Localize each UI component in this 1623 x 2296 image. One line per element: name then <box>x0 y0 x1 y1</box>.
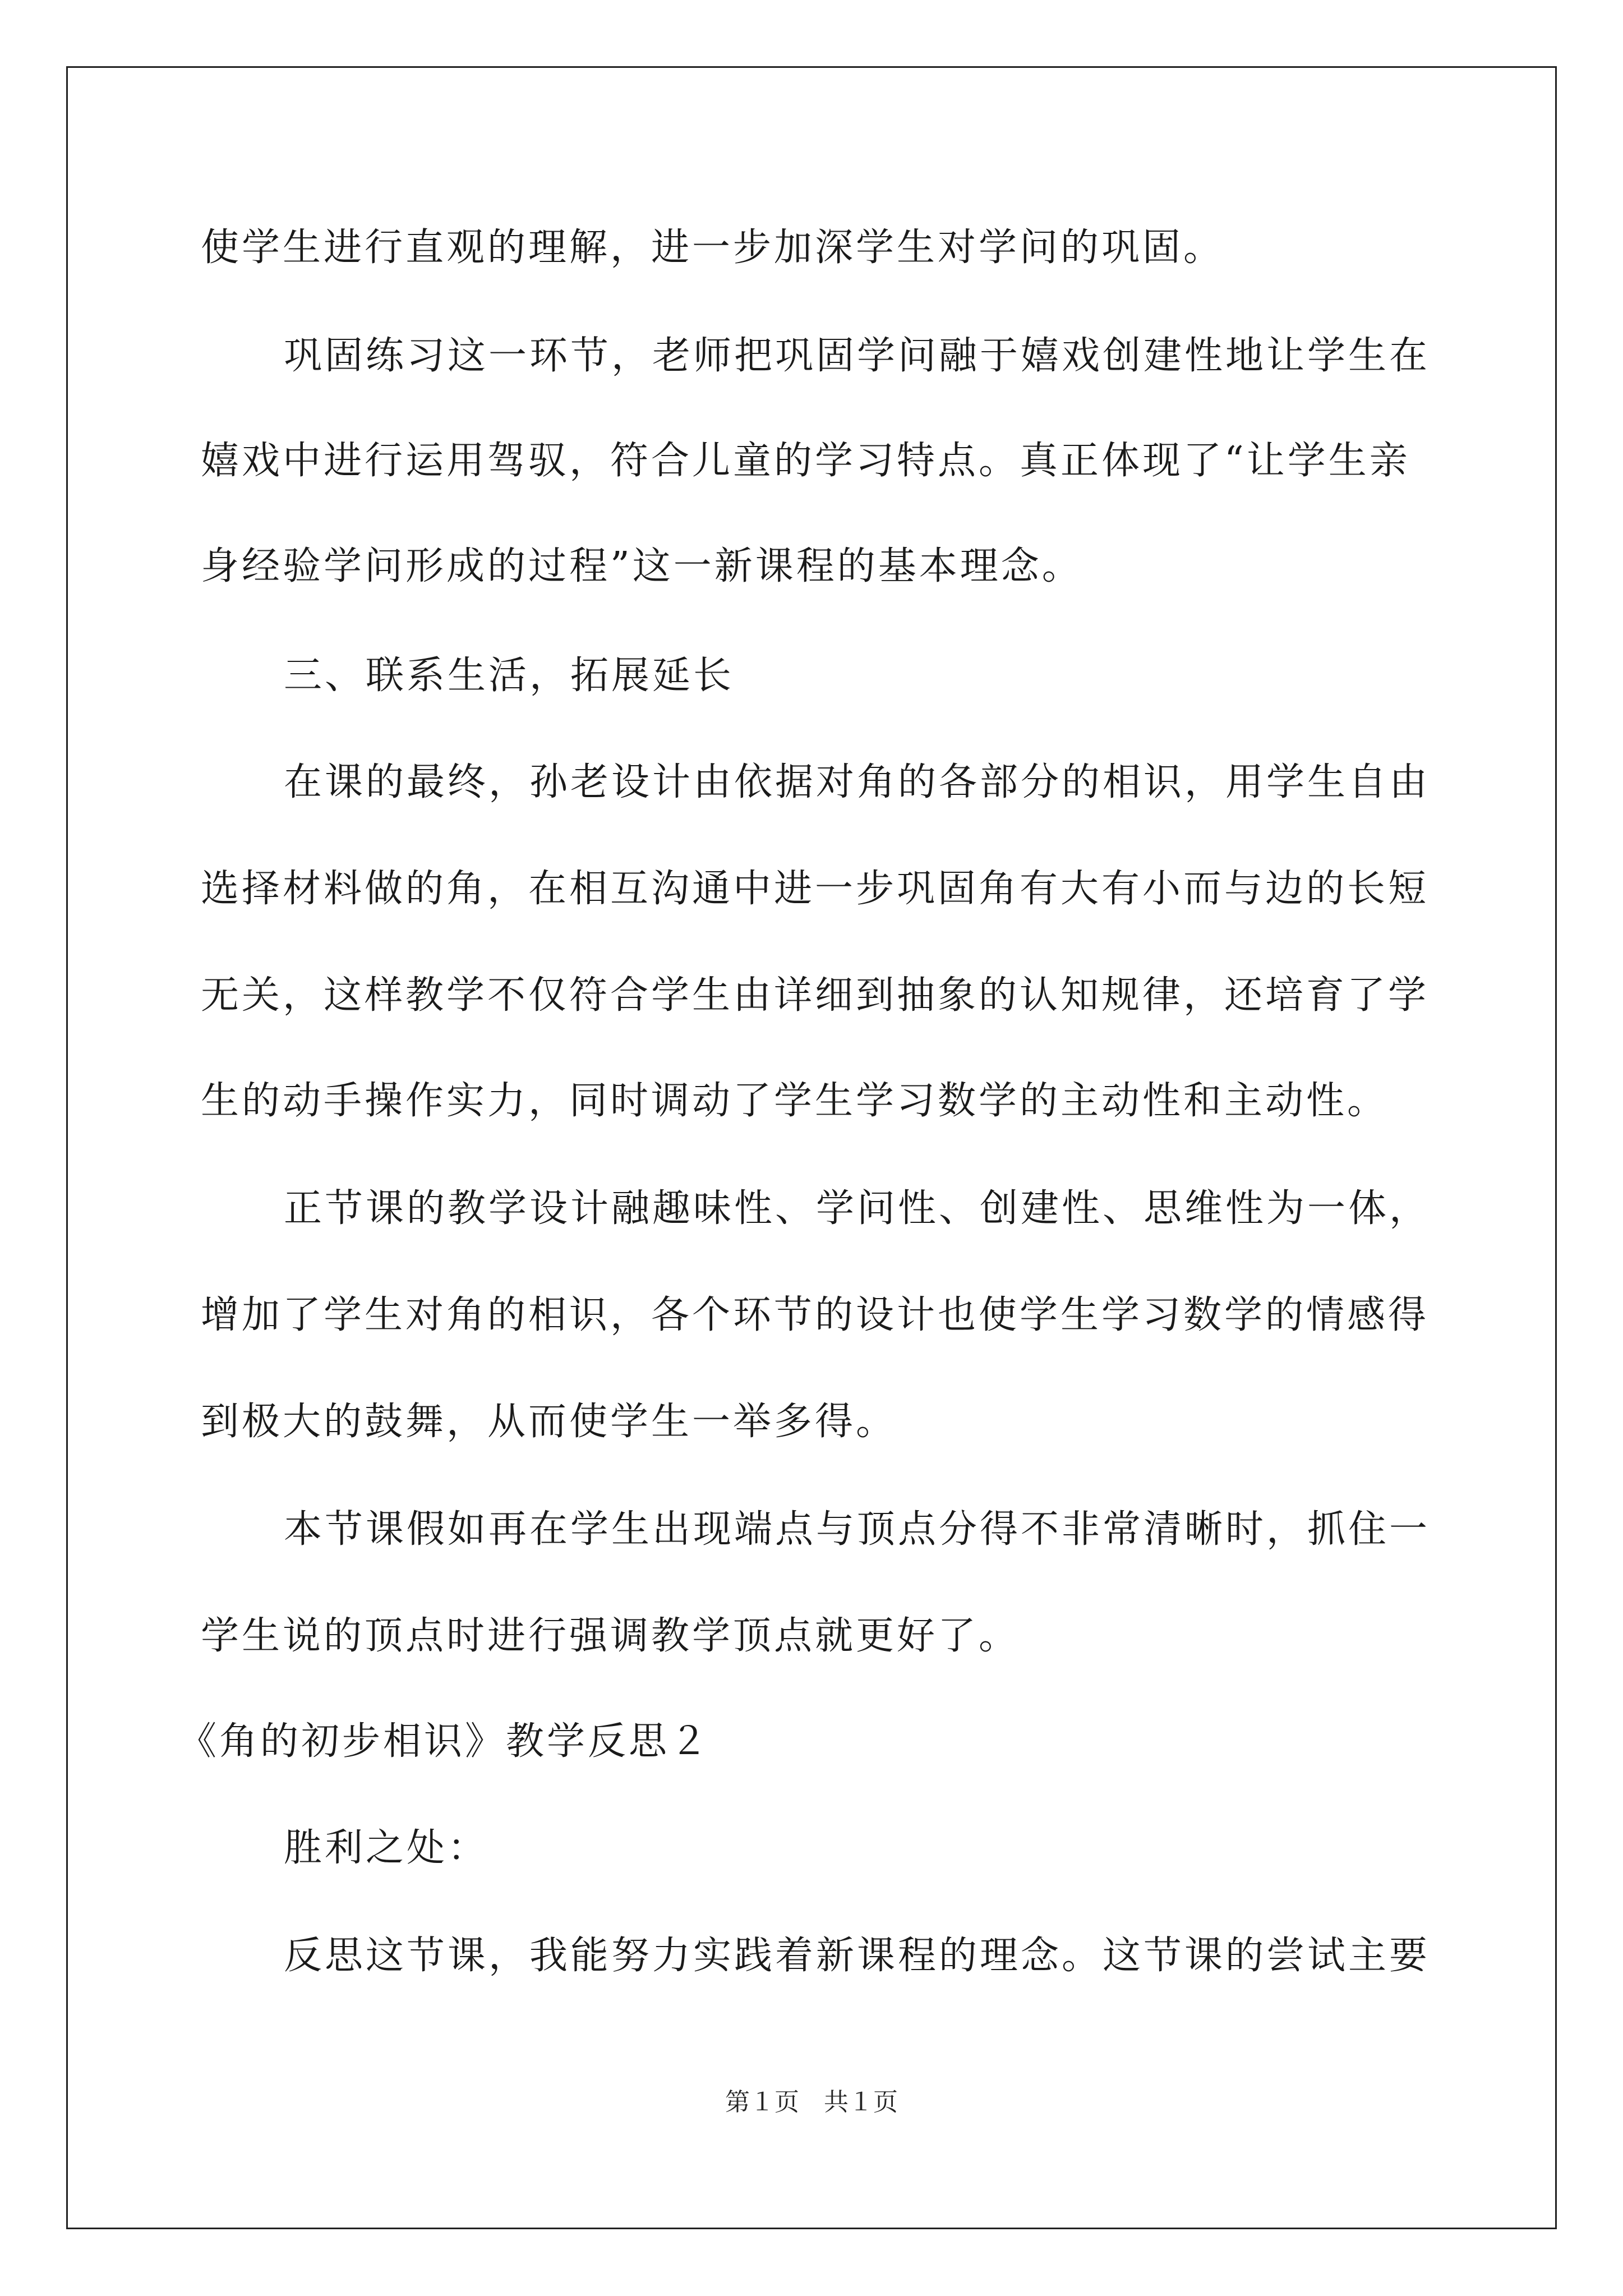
paragraph-line: 选择材料做的角，在相互沟通中进一步巩固角有大有小而与边的长短 <box>201 867 1430 911</box>
paragraph-line: 正节课的教学设计融趣味性、学问性、创建性、思维性为一体， <box>284 1186 1431 1231</box>
page-footer: 第１页 共１页 <box>725 2088 898 2116</box>
paragraph-line: 身经验学问形成的过程”这一新课程的基本理念。 <box>201 544 1083 588</box>
section-heading: 三、联系生活，拓展延长 <box>284 654 735 698</box>
paragraph-line: 增加了学生对角的相识，各个环节的设计也使学生学习数学的情感得 <box>201 1293 1430 1337</box>
paragraph-line: 使学生进行直观的理解，进一步加深学生对学问的巩固。 <box>201 226 1225 270</box>
section-heading: 胜利之处： <box>284 1826 489 1870</box>
paragraph-line: 反思这节课，我能努力实践着新课程的理念。这节课的尝试主要 <box>284 1934 1431 1978</box>
paragraph-line: 生的动手操作实力，同时调动了学生学习数学的主动性和主动性。 <box>201 1079 1389 1123</box>
article-title: 《角的初步相识》教学反思２ <box>178 1719 711 1764</box>
paragraph-line: 到极大的鼓舞，从而使学生一举多得。 <box>201 1400 897 1444</box>
paragraph-line: 学生说的顶点时进行强调教学顶点就更好了。 <box>201 1614 1020 1658</box>
page-border <box>66 66 1557 2229</box>
paragraph-line: 嬉戏中进行运用驾驭，符合儿童的学习特点。真正体现了“让学生亲 <box>201 439 1410 483</box>
paragraph-line: 巩固练习这一环节，老师把巩固学问融于嬉戏创建性地让学生在 <box>284 334 1431 378</box>
paragraph-line: 本节课假如再在学生出现端点与顶点分得不非常清晰时，抓住一 <box>284 1507 1431 1552</box>
paragraph-line: 在课的最终，孙老设计由依据对角的各部分的相识，用学生自由 <box>284 760 1431 804</box>
paragraph-line: 无关，这样教学不仅符合学生由详细到抽象的认知规律，还培育了学 <box>201 973 1430 1018</box>
